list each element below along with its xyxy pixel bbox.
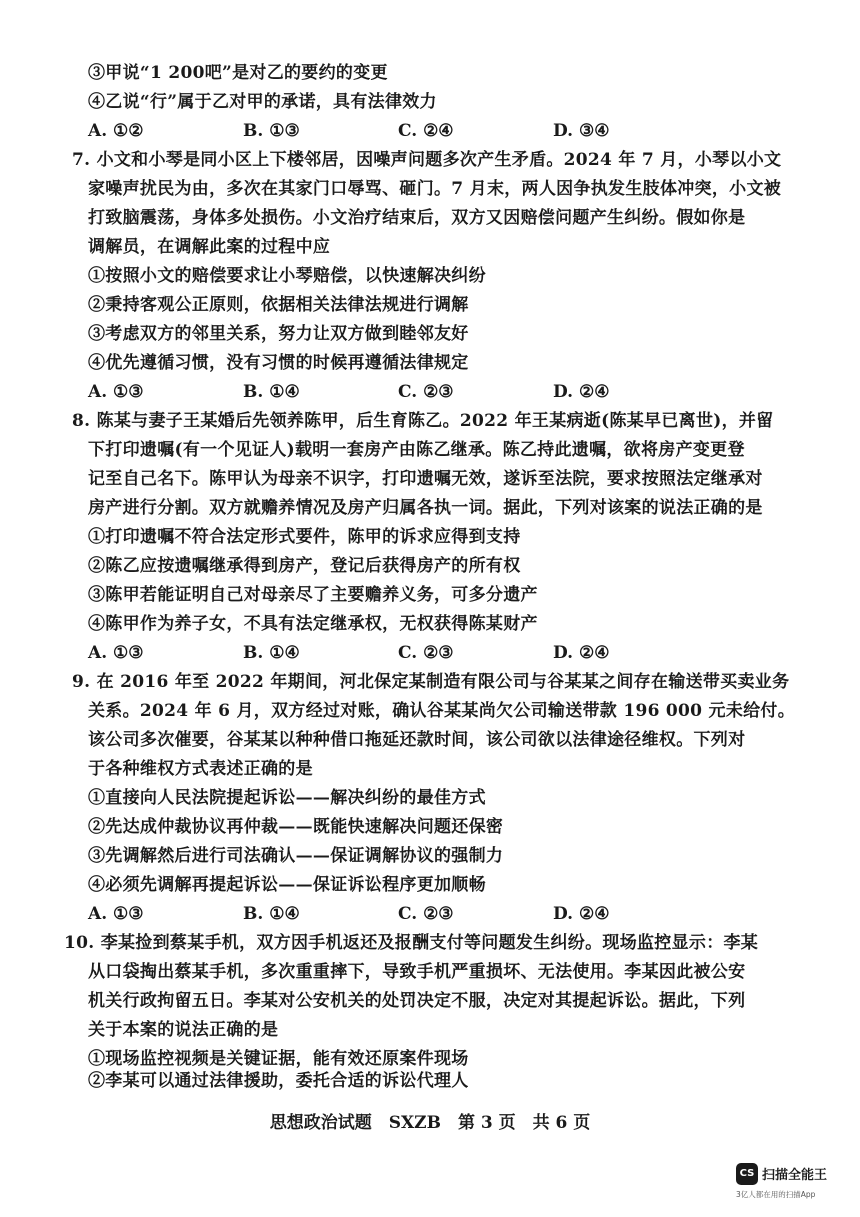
q9-stem-line-1: 9. 在 2016 年至 2022 年期间，河北保定某制造有限公司与谷某某之间存在输送带买卖业务 (72, 672, 790, 692)
q9-choice-d: D. ②④ (553, 904, 610, 924)
q10-stem-line-1: 10. 李某捡到蔡某手机，双方因手机返还及报酬支付等问题发生纠纷。现场监控显示：李某 (64, 933, 759, 953)
q8-choice-b: B. ①④ (243, 643, 300, 663)
q7-choice-c: C. ②③ (398, 382, 454, 402)
q8-option-3: ③陈甲若能证明自己对母亲尽了主要赡养义务，可多分遗产 (88, 585, 538, 605)
watermark-app-name: 扫描全能王 (762, 1168, 828, 1183)
q9-stem-line-3: 该公司多次催要，谷某某以种种借口拖延还款时间，该公司欲以法律途径维权。下列对 (88, 730, 746, 750)
q10-stem-line-2: 从口袋掏出蔡某手机，多次重重摔下，导致手机严重损坏、无法使用。李某因此被公安 (88, 962, 746, 982)
q7-choice-b: B. ①④ (243, 382, 300, 402)
q7-option-4: ④优先遵循习惯，没有习惯的时候再遵循法律规定 (88, 353, 469, 373)
q7-stem-line-2: 家噪声扰民为由，多次在其家门口辱骂、砸门。7 月末，两人因争执发生肢体冲突，小文被 (88, 179, 782, 199)
q8-stem-line-2: 下打印遗嘱(有一个见证人)载明一套房产由陈乙继承。陈乙持此遗嘱，欲将房产变更登 (88, 440, 745, 460)
q9-option-3: ③先调解然后进行司法确认——保证调解协议的强制力 (88, 846, 504, 866)
q7-option-3: ③考虑双方的邻里关系，努力让双方做到睦邻友好 (88, 324, 469, 344)
q7-choice-d: D. ②④ (553, 382, 610, 402)
q9-option-4: ④必须先调解再提起诉讼——保证诉讼程序更加顺畅 (88, 875, 486, 895)
q9-stem-line-2: 关系。2024 年 6 月，双方经过对账，确认谷某某尚欠公司输送带款 196 000 元未给付。 (88, 701, 796, 721)
q9-choice-c: C. ②③ (398, 904, 454, 924)
scanner-watermark (736, 1161, 846, 1205)
q7-option-1: ①按照小文的赔偿要求让小琴赔偿，以快速解决纠纷 (88, 266, 486, 286)
q10-option-2: ②李某可以通过法律援助，委托合适的诉讼代理人 (88, 1071, 469, 1091)
q6-choice-d: D. ③④ (553, 121, 610, 141)
q8-stem-line-3: 记至自己名下。陈甲认为母亲不识字，打印遗嘱无效，遂诉至法院，要求按照法定继承对 (88, 469, 763, 489)
q8-choice-d: D. ②④ (553, 643, 610, 663)
q9-choice-b: B. ①④ (243, 904, 300, 924)
camscanner-logo-icon: CS (736, 1163, 758, 1185)
q10-option-1: ①现场监控视频是关键证据，能有效还原案件现场 (88, 1049, 469, 1069)
q6-choice-c: C. ②④ (398, 121, 454, 141)
q9-stem-line-4: 于各种维权方式表述正确的是 (88, 759, 313, 779)
q6-choice-a: A. ①② (88, 121, 144, 141)
q6-choice-b: B. ①③ (243, 121, 300, 141)
q7-stem-line-4: 调解员，在调解此案的过程中应 (88, 237, 331, 257)
q9-option-2: ②先达成仲裁协议再仲裁——既能快速解决问题还保密 (88, 817, 504, 837)
q7-choice-a: A. ①③ (88, 382, 144, 402)
q8-option-2: ②陈乙应按遗嘱继承得到房产，登记后获得房产的所有权 (88, 556, 521, 576)
q8-choice-c: C. ②③ (398, 643, 454, 663)
q8-option-4: ④陈甲作为养子女，不具有法定继承权，无权获得陈某财产 (88, 614, 538, 634)
q7-stem-line-3: 打致脑震荡，身体多处损伤。小文治疗结束后，双方又因赔偿问题产生纠纷。假如你是 (88, 208, 746, 228)
q10-stem-line-3: 机关行政拘留五日。李某对公安机关的处罚决定不服，决定对其提起诉讼。据此，下列 (88, 991, 746, 1011)
q8-option-1: ①打印遗嘱不符合法定形式要件，陈甲的诉求应得到支持 (88, 527, 521, 547)
q6-option-4: ④乙说“行”属于乙对甲的承诺，具有法律效力 (88, 92, 437, 112)
q9-choice-a: A. ①③ (88, 904, 144, 924)
q9-option-1: ①直接向人民法院提起诉讼——解决纠纷的最佳方式 (88, 788, 486, 808)
q8-stem-line-4: 房产进行分割。双方就赡养情况及房产归属各执一词。据此，下列对该案的说法正确的是 (88, 498, 763, 518)
q10-stem-line-4: 关于本案的说法正确的是 (88, 1020, 279, 1040)
page-footer: 思想政治试题 SXZB 第 3 页 共 6 页 (269, 1113, 591, 1133)
q8-choice-a: A. ①③ (88, 643, 144, 663)
q6-option-3: ③甲说“1 200吧”是对乙的要约的变更 (88, 63, 388, 83)
q8-stem-line-1: 8. 陈某与妻子王某婚后先领养陈甲，后生育陈乙。2022 年王某病逝(陈某早已离世)，并留 (72, 411, 774, 431)
q7-stem-line-1: 7. 小文和小琴是同小区上下楼邻居，因噪声问题多次产生矛盾。2024 年 7 月，小琴以小文 (72, 150, 782, 170)
q7-option-2: ②秉持客观公正原则，依据相关法律法规进行调解 (88, 295, 469, 315)
watermark-tagline: 3亿人都在用的扫描App (736, 1190, 816, 1199)
